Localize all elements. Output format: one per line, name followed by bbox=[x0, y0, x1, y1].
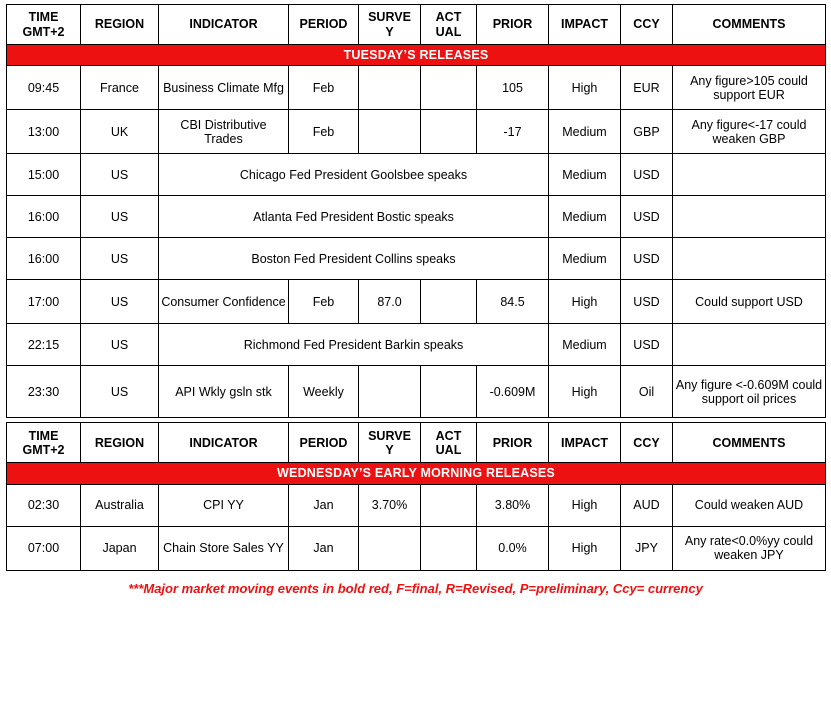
cell-time: 16:00 bbox=[7, 196, 81, 238]
cell-time: 23:30 bbox=[7, 366, 81, 418]
cell-comments: Could support USD bbox=[673, 280, 826, 324]
cell-region: Australia bbox=[81, 484, 159, 526]
col-time-line2: GMT+2 bbox=[22, 442, 65, 457]
cell-impact: Medium bbox=[549, 154, 621, 196]
wednesday-releases-table bbox=[6, 422, 826, 570]
cell-impact: High bbox=[549, 526, 621, 570]
cell-ccy: Oil bbox=[621, 366, 673, 418]
cell-comments bbox=[673, 238, 826, 280]
col-comments: COMMENTS bbox=[673, 5, 826, 45]
cell-region: US bbox=[81, 280, 159, 324]
cell-region: US bbox=[81, 196, 159, 238]
cell-period: Jan bbox=[289, 526, 359, 570]
col-survey-line2: Y bbox=[385, 442, 394, 457]
cell-impact: High bbox=[549, 484, 621, 526]
col-actual-line1: ACT bbox=[435, 428, 462, 443]
cell-survey: 3.70% bbox=[359, 484, 421, 526]
col-comments: COMMENTS bbox=[673, 423, 826, 463]
cell-impact: Medium bbox=[549, 110, 621, 154]
col-survey-line1: SURVE bbox=[368, 10, 411, 25]
col-time-line1: TIME bbox=[28, 428, 59, 443]
table-row bbox=[7, 366, 826, 418]
cell-impact: Medium bbox=[549, 324, 621, 366]
wednesday-banner-row bbox=[7, 463, 826, 484]
cell-survey bbox=[359, 366, 421, 418]
cell-actual bbox=[421, 484, 477, 526]
cell-region: US bbox=[81, 324, 159, 366]
cell-region: US bbox=[81, 366, 159, 418]
tuesday-banner-title: TUESDAY’S RELEASES bbox=[7, 45, 826, 66]
cell-ccy: USD bbox=[621, 154, 673, 196]
cell-prior: -0.609M bbox=[477, 366, 549, 418]
cell-indicator: Atlanta Fed President Bostic speaks bbox=[159, 196, 549, 238]
cell-impact: Medium bbox=[549, 196, 621, 238]
cell-actual bbox=[421, 280, 477, 324]
col-time-line1: TIME bbox=[28, 10, 59, 25]
col-survey bbox=[359, 5, 421, 45]
cell-actual bbox=[421, 526, 477, 570]
cell-comments bbox=[673, 196, 826, 238]
cell-region: US bbox=[81, 238, 159, 280]
cell-region: Japan bbox=[81, 526, 159, 570]
cell-ccy: JPY bbox=[621, 526, 673, 570]
cell-region: US bbox=[81, 154, 159, 196]
cell-indicator: Business Climate Mfg bbox=[159, 66, 289, 110]
cell-time: 07:00 bbox=[7, 526, 81, 570]
cell-indicator: CPI YY bbox=[159, 484, 289, 526]
cell-comments bbox=[673, 324, 826, 366]
cell-region: UK bbox=[81, 110, 159, 154]
col-period: PERIOD bbox=[289, 5, 359, 45]
cell-prior: 84.5 bbox=[477, 280, 549, 324]
cell-period: Feb bbox=[289, 66, 359, 110]
cell-ccy: USD bbox=[621, 324, 673, 366]
cell-comments: Any rate<0.0%yy could weaken JPY bbox=[673, 526, 826, 570]
cell-time: 09:45 bbox=[7, 66, 81, 110]
cell-indicator: API Wkly gsln stk bbox=[159, 366, 289, 418]
cell-actual bbox=[421, 366, 477, 418]
table-row bbox=[7, 238, 826, 280]
tuesday-rows bbox=[7, 66, 826, 418]
col-period: PERIOD bbox=[289, 423, 359, 463]
table-row bbox=[7, 154, 826, 196]
cell-period: Feb bbox=[289, 110, 359, 154]
cell-ccy: USD bbox=[621, 238, 673, 280]
cell-indicator: Chain Store Sales YY bbox=[159, 526, 289, 570]
cell-prior: 105 bbox=[477, 66, 549, 110]
cell-indicator: Boston Fed President Collins speaks bbox=[159, 238, 549, 280]
cell-survey bbox=[359, 526, 421, 570]
tuesday-header-row bbox=[7, 5, 826, 45]
cell-comments: Any figure <-0.609M could support oil prices bbox=[673, 366, 826, 418]
cell-prior: 3.80% bbox=[477, 484, 549, 526]
col-actual-line2: UAL bbox=[435, 442, 462, 457]
cell-indicator: Consumer Confidence bbox=[159, 280, 289, 324]
cell-ccy: USD bbox=[621, 196, 673, 238]
col-indicator: INDICATOR bbox=[159, 423, 289, 463]
cell-actual bbox=[421, 110, 477, 154]
cell-impact: High bbox=[549, 366, 621, 418]
table-row bbox=[7, 110, 826, 154]
col-actual bbox=[421, 5, 477, 45]
cell-indicator: CBI Distributive Trades bbox=[159, 110, 289, 154]
cell-time: 13:00 bbox=[7, 110, 81, 154]
cell-time: 22:15 bbox=[7, 324, 81, 366]
col-survey-line1: SURVE bbox=[368, 428, 411, 443]
cell-ccy: GBP bbox=[621, 110, 673, 154]
col-survey-line2: Y bbox=[385, 24, 394, 39]
wednesday-header-row bbox=[7, 423, 826, 463]
table-row bbox=[7, 526, 826, 570]
table-row bbox=[7, 324, 826, 366]
cell-time: 15:00 bbox=[7, 154, 81, 196]
table-row bbox=[7, 484, 826, 526]
col-prior: PRIOR bbox=[477, 423, 549, 463]
cell-survey bbox=[359, 110, 421, 154]
col-prior: PRIOR bbox=[477, 5, 549, 45]
tuesday-releases-table bbox=[6, 4, 826, 418]
col-ccy: CCY bbox=[621, 5, 673, 45]
cell-comments: Any figure<-17 could weaken GBP bbox=[673, 110, 826, 154]
col-ccy: CCY bbox=[621, 423, 673, 463]
cell-period: Jan bbox=[289, 484, 359, 526]
col-indicator: INDICATOR bbox=[159, 5, 289, 45]
table-row bbox=[7, 196, 826, 238]
cell-prior: -17 bbox=[477, 110, 549, 154]
cell-impact: Medium bbox=[549, 238, 621, 280]
footer-note: ***Major market moving events in bold red, F=final, R=Revised, P=preliminary, Ccy= currency bbox=[128, 580, 703, 596]
col-region: REGION bbox=[81, 5, 159, 45]
cell-prior: 0.0% bbox=[477, 526, 549, 570]
cell-time: 17:00 bbox=[7, 280, 81, 324]
wednesday-banner-title: WEDNESDAY’S EARLY MORNING RELEASES bbox=[7, 463, 826, 484]
cell-survey bbox=[359, 66, 421, 110]
col-time bbox=[7, 5, 81, 45]
cell-region: France bbox=[81, 66, 159, 110]
col-time bbox=[7, 423, 81, 463]
cell-comments: Could weaken AUD bbox=[673, 484, 826, 526]
col-actual-line2: UAL bbox=[435, 24, 462, 39]
cell-impact: High bbox=[549, 280, 621, 324]
cell-actual bbox=[421, 66, 477, 110]
col-region: REGION bbox=[81, 423, 159, 463]
table-row bbox=[7, 66, 826, 110]
cell-period: Feb bbox=[289, 280, 359, 324]
cell-comments: Any figure>105 could support EUR bbox=[673, 66, 826, 110]
cell-period: Weekly bbox=[289, 366, 359, 418]
cell-survey: 87.0 bbox=[359, 280, 421, 324]
tuesday-banner-row bbox=[7, 45, 826, 66]
col-impact: IMPACT bbox=[549, 423, 621, 463]
cell-ccy: AUD bbox=[621, 484, 673, 526]
cell-ccy: EUR bbox=[621, 66, 673, 110]
cell-ccy: USD bbox=[621, 280, 673, 324]
cell-indicator: Richmond Fed President Barkin speaks bbox=[159, 324, 549, 366]
cell-time: 16:00 bbox=[7, 238, 81, 280]
col-survey bbox=[359, 423, 421, 463]
col-time-line2: GMT+2 bbox=[22, 24, 65, 39]
cell-indicator: Chicago Fed President Goolsbee speaks bbox=[159, 154, 549, 196]
cell-time: 02:30 bbox=[7, 484, 81, 526]
cell-comments bbox=[673, 154, 826, 196]
table-row bbox=[7, 280, 826, 324]
col-impact: IMPACT bbox=[549, 5, 621, 45]
col-actual-line1: ACT bbox=[435, 10, 462, 25]
cell-impact: High bbox=[549, 66, 621, 110]
wednesday-rows bbox=[7, 484, 826, 570]
col-actual bbox=[421, 423, 477, 463]
